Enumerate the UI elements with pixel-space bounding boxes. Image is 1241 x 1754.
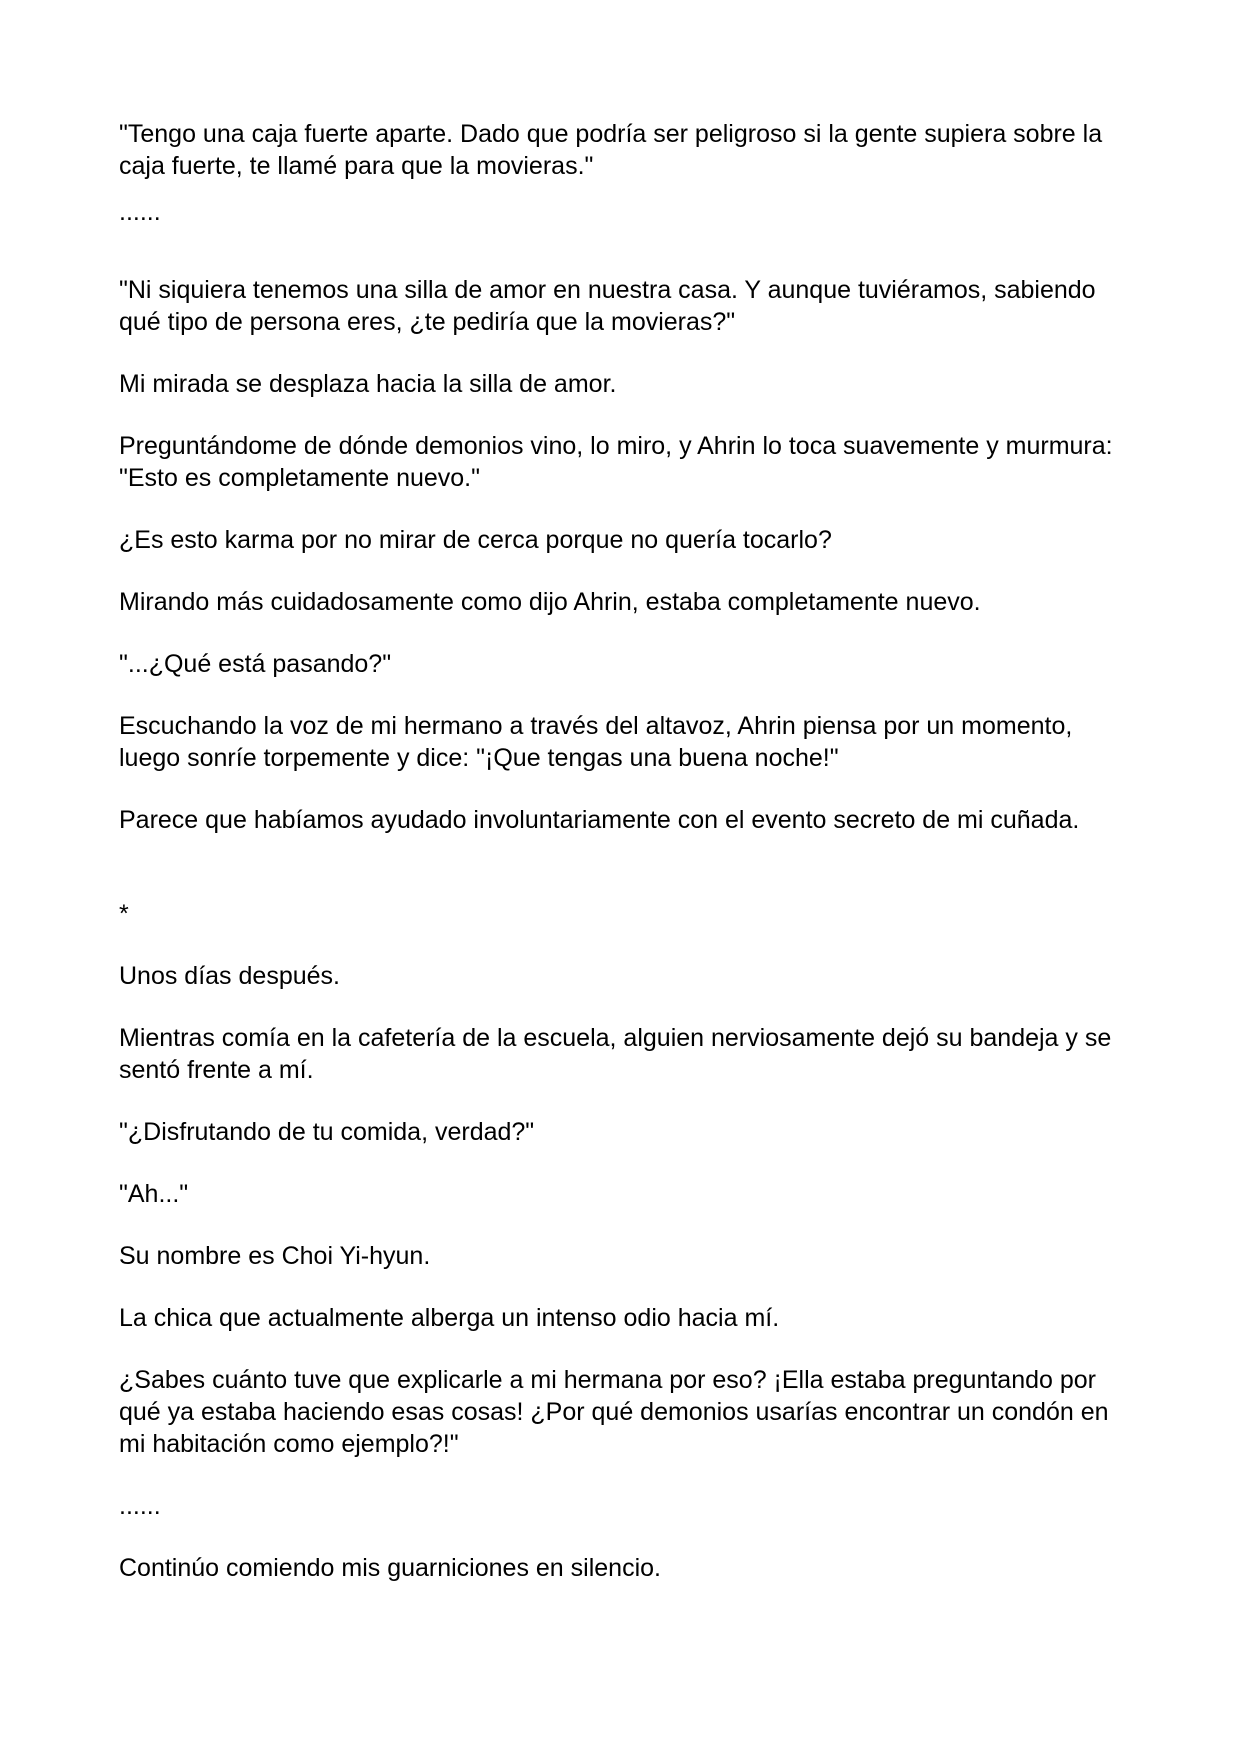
paragraph: Continúo comiendo mis guarniciones en silencio. [119,1554,661,1582]
paragraph: Preguntándome de dónde demonios vino, lo miro, y Ahrin lo toca suavemente y murmura: "Esto es completamente nuevo." [119,432,1113,492]
paragraph: "¿Disfrutando de tu comida, verdad?" [119,1118,535,1146]
paragraph: Mi mirada se desplaza hacia la silla de amor. [119,370,617,398]
paragraph: "...¿Qué está pasando?" [119,650,392,678]
paragraph: Mirando más cuidadosamente como dijo Ahrin, estaba completamente nuevo. [119,588,981,616]
paragraph: Mientras comía en la cafetería de la escuela, alguien nerviosamente dejó su bandeja y se sentó frente a mí. [119,1024,1112,1084]
paragraph: ¿Es esto karma por no mirar de cerca porque no quería tocarlo? [119,526,832,554]
paragraph: ¿Sabes cuánto tuve que explicarle a mi hermana por eso? ¡Ella estaba preguntando por qué ya estaba haciendo esas cosas! ¿Por qué demonios usarías encontrar un condón en mi habitación como ejemplo?!" [119,1366,1109,1458]
paragraph: ...... [119,1492,161,1520]
paragraph: Escuchando la voz de mi hermano a través del altavoz, Ahrin piensa por un momento, luego sonríe torpemente y dice: "¡Que tengas una buena noche!" [119,712,1073,772]
paragraph: La chica que actualmente alberga un intenso odio hacia mí. [119,1304,780,1332]
paragraph: "Ni siquiera tenemos una silla de amor en nuestra casa. Y aunque tuviéramos, sabiendo qué tipo de persona eres, ¿te pediría que la movieras?" [119,276,1096,336]
paragraph: "Ah..." [119,1180,189,1208]
paragraph: "Tengo una caja fuerte aparte. Dado que podría ser peligroso si la gente supiera sobre la caja fuerte, te llamé para que la movieras." [119,120,1103,180]
scene-break: * [119,900,129,928]
paragraph: Su nombre es Choi Yi-hyun. [119,1242,431,1270]
paragraph: ...... [119,198,161,226]
paragraph: Parece que habíamos ayudado involuntariamente con el evento secreto de mi cuñada. [119,806,1080,834]
paragraph: Unos días después. [119,962,340,990]
